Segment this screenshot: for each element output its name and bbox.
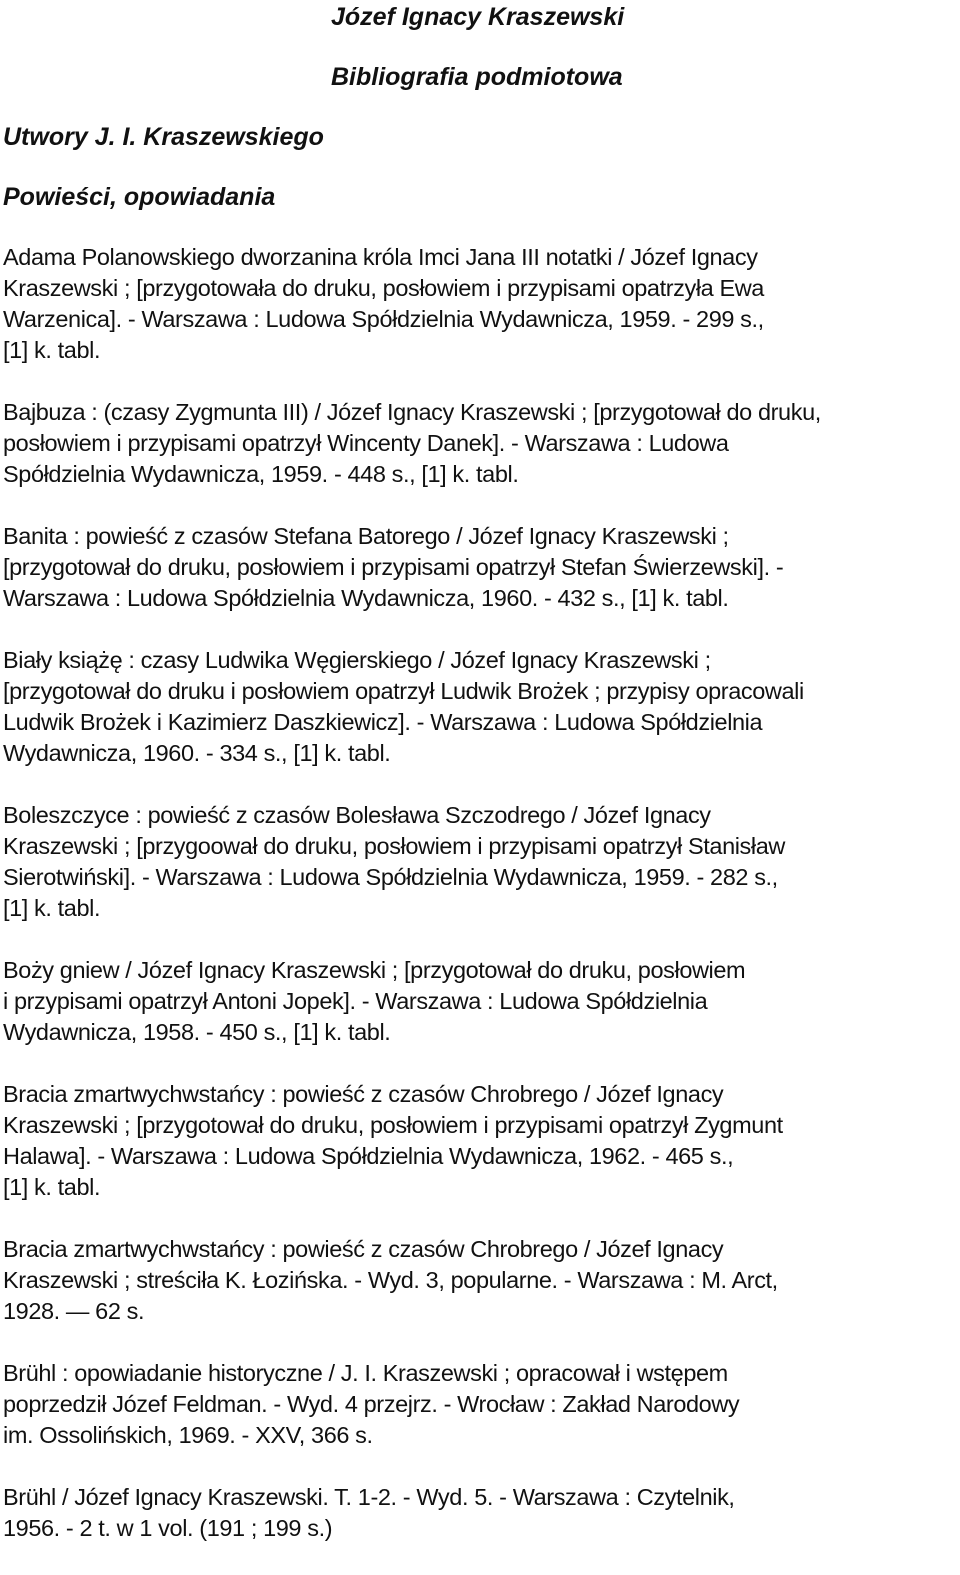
entry-line: Ludwik Brożek i Kazimierz Daszkiewicz]. - Warszawa : Ludowa Spółdzielnia (3, 709, 763, 735)
entry-line: 1928. ― 62 s. (3, 1298, 145, 1324)
entry-line: Kraszewski ; [przygotowała do druku, posłowiem i przypisami opatrzyła Ewa (3, 275, 764, 301)
entry-line: i przypisami opatrzył Antoni Jopek]. - Warszawa : Ludowa Spółdzielnia (3, 988, 708, 1014)
entry-line: [przygotował do druku, posłowiem i przypisami opatrzył Stefan Świerzewski]. - (3, 554, 784, 580)
entry-line: Warzenica]. - Warszawa : Ludowa Spółdzielnia Wydawnicza, 1959. - 299 s., (3, 306, 764, 332)
section-heading: Utwory J. I. Kraszewskiego (3, 123, 324, 151)
bibliography-heading: Bibliografia podmiotowa (331, 63, 623, 91)
entry-line: Kraszewski ; [przygotował do druku, posłowiem i przypisami opatrzył Zygmunt (3, 1112, 783, 1138)
bibliography-entry (3, 800, 959, 924)
author-heading: Józef Ignacy Kraszewski (331, 3, 625, 31)
entry-line: Wydawnicza, 1960. - 334 s., [1] k. tabl. (3, 740, 391, 766)
entry-line: Halawa]. - Warszawa : Ludowa Spółdzielnia Wydawnicza, 1962. - 465 s., (3, 1143, 734, 1169)
subsection-heading: Powieści, opowiadania (3, 183, 276, 211)
bibliography-entry (3, 521, 959, 614)
entry-line: Brühl : opowiadanie historyczne / J. I. Kraszewski ; opracował i wstępem (3, 1360, 728, 1386)
bibliography-entry (3, 955, 959, 1048)
entry-line: Brühl / Józef Ignacy Kraszewski. T. 1-2. - Wyd. 5. - Warszawa : Czytelnik, (3, 1484, 735, 1510)
entry-line: Spółdzielnia Wydawnicza, 1959. - 448 s., [1] k. tabl. (3, 461, 519, 487)
bibliography-entry (3, 242, 959, 366)
entry-line: Adama Polanowskiego dworzanina króla Imci Jana III notatki / Józef Ignacy (3, 244, 758, 270)
entry-line: Bajbuza : (czasy Zygmunta III) / Józef Ignacy Kraszewski ; [przygotował do druku, (3, 399, 821, 425)
bibliography-entry (3, 397, 959, 490)
bibliography-entry (3, 645, 959, 769)
entry-line: [1] k. tabl. (3, 337, 101, 363)
entry-line: im. Ossolińskich, 1969. - XXV, 366 s. (3, 1422, 373, 1448)
entry-line: posłowiem i przypisami opatrzył Wincenty Danek]. - Warszawa : Ludowa (3, 430, 729, 456)
entry-line: Boleszczyce : powieść z czasów Bolesława Szczodrego / Józef Ignacy (3, 802, 711, 828)
bibliography-entry (3, 1482, 959, 1544)
entry-line: Kraszewski ; [przygoował do druku, posłowiem i przypisami opatrzył Stanisław (3, 833, 785, 859)
bibliography-entry (3, 1079, 959, 1203)
entry-line: Bracia zmartwychwstańcy : powieść z czasów Chrobrego / Józef Ignacy (3, 1081, 724, 1107)
entry-line: Wydawnicza, 1958. - 450 s., [1] k. tabl. (3, 1019, 391, 1045)
entry-line: Banita : powieść z czasów Stefana Batorego / Józef Ignacy Kraszewski ; (3, 523, 729, 549)
entry-line: Kraszewski ; streściła K. Łozińska. - Wyd. 3, popularne. - Warszawa : M. Arct, (3, 1267, 778, 1293)
entry-line: Sierotwiński]. - Warszawa : Ludowa Spółdzielnia Wydawnicza, 1959. - 282 s., (3, 864, 778, 890)
entry-line: Biały książę : czasy Ludwika Węgierskiego / Józef Ignacy Kraszewski ; (3, 647, 711, 673)
entry-line: [1] k. tabl. (3, 895, 101, 921)
entry-line: Bracia zmartwychwstańcy : powieść z czasów Chrobrego / Józef Ignacy (3, 1236, 724, 1262)
entry-line: Warszawa : Ludowa Spółdzielnia Wydawnicza, 1960. - 432 s., [1] k. tabl. (3, 585, 729, 611)
bibliography-entry (3, 1234, 959, 1327)
bibliography-list (3, 242, 959, 1575)
entry-line: poprzedził Józef Feldman. - Wyd. 4 przejrz. - Wrocław : Zakład Narodowy (3, 1391, 740, 1417)
entry-line: 1956. - 2 t. w 1 vol. (191 ; 199 s.) (3, 1515, 333, 1541)
bibliography-entry (3, 1358, 959, 1451)
entry-line: [1] k. tabl. (3, 1174, 101, 1200)
entry-line: [przygotował do druku i posłowiem opatrzył Ludwik Brożek ; przypisy opracowali (3, 678, 804, 704)
entry-line: Boży gniew / Józef Ignacy Kraszewski ; [przygotował do druku, posłowiem (3, 957, 746, 983)
